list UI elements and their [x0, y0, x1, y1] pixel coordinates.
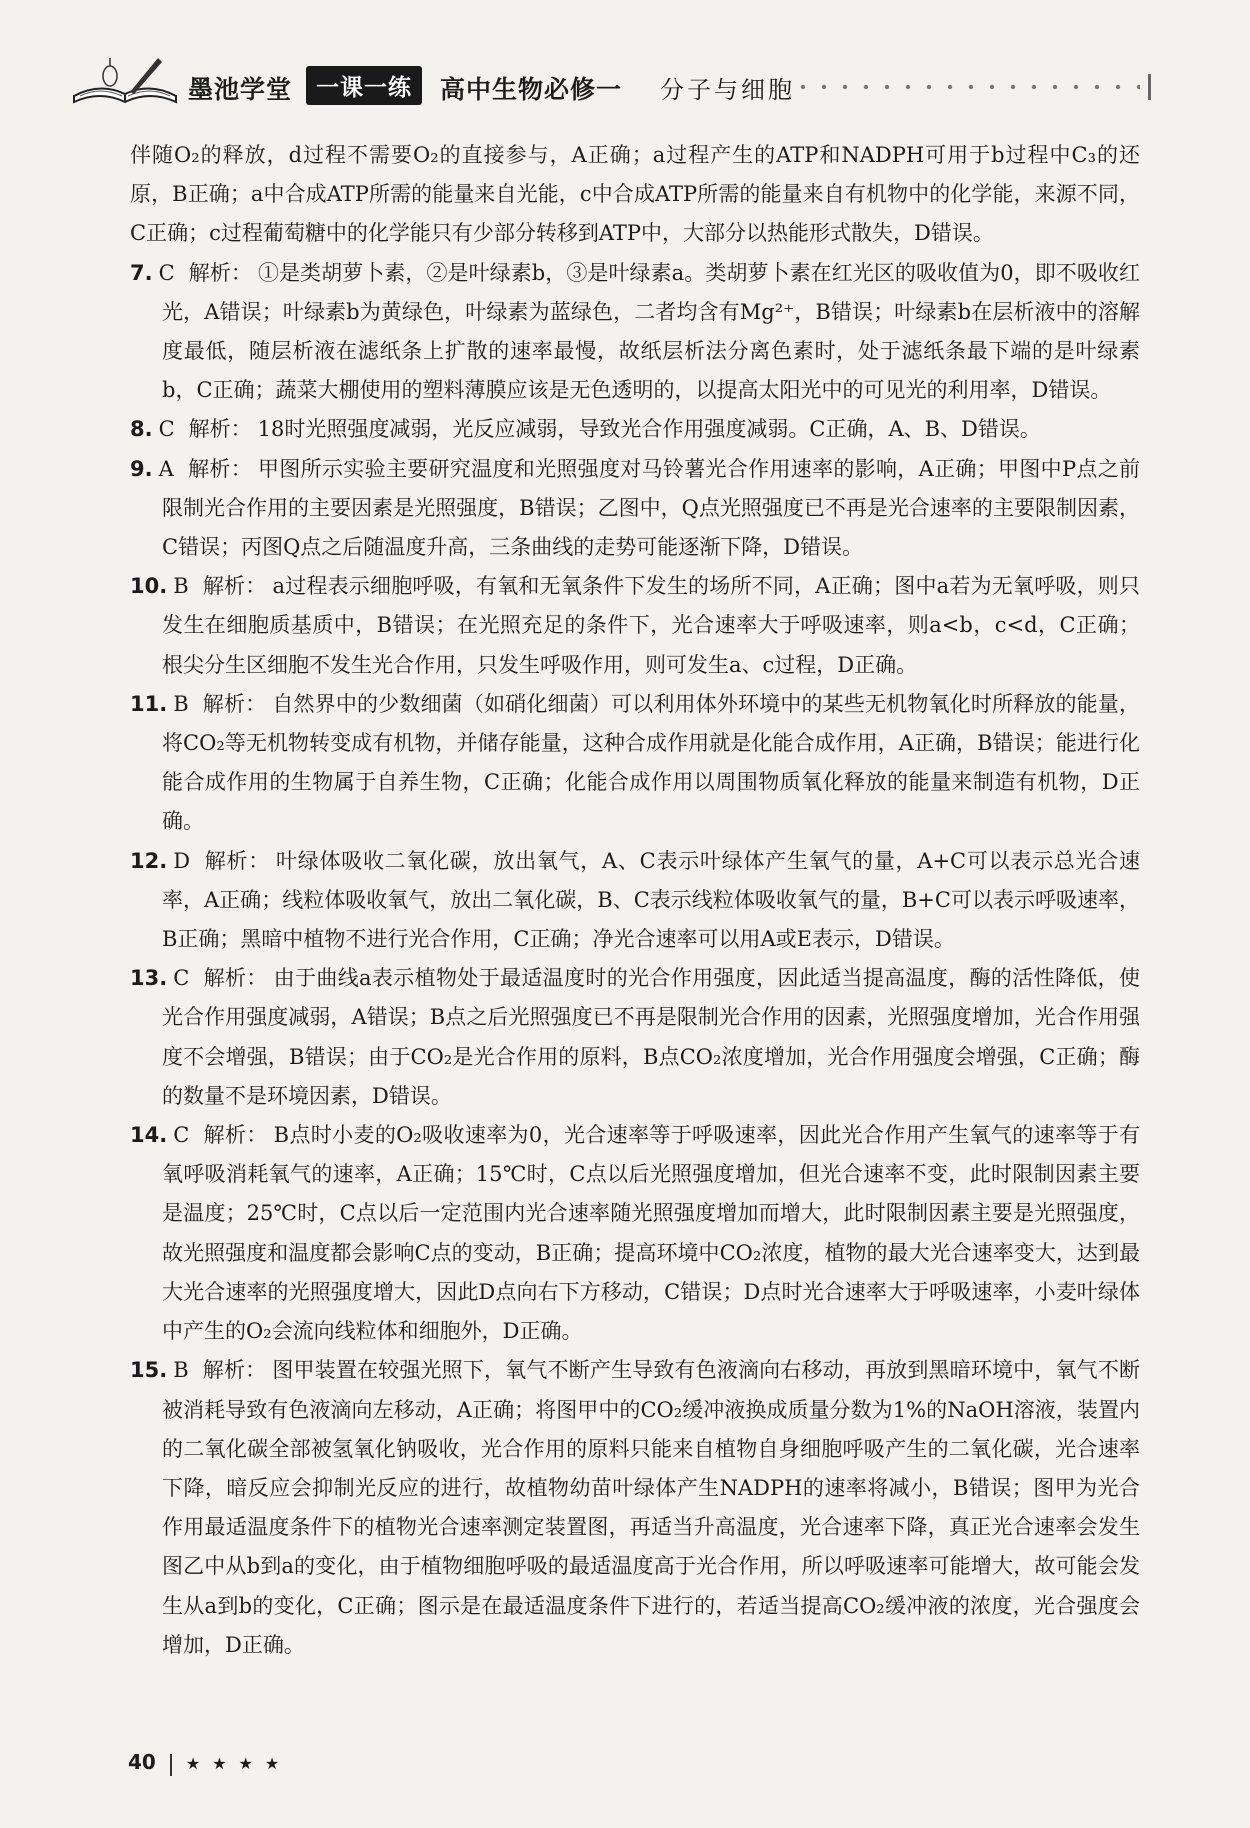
- course-subtitle: 分子与细胞: [660, 76, 795, 104]
- answer-choice: C: [158, 417, 175, 442]
- question-number: 14.: [130, 1123, 168, 1148]
- analysis-label: 解析：: [188, 260, 252, 285]
- header-end-bar: [1148, 74, 1151, 100]
- page-number: 40: [128, 1750, 156, 1774]
- answer-choice: A: [158, 456, 174, 481]
- analysis-label: 解析：: [202, 691, 267, 716]
- analysis-text: 由于曲线a表示植物处于最适温度时的光合作用强度，因此适当提高温度，酶的活性降低，使光合作用强度减弱，A错误；B点之后光照强度已不再是限制光合作用的因素，光照强度增加，光合作用强度不会增强，B错误；由于CO₂是光合作用的原料，B点CO₂浓度增加，光合作用强度会增强，C正确；酶的数量不是环境因素，D错误。: [162, 966, 1140, 1108]
- analysis-text: 叶绿体吸收二氧化碳，放出氧气，A、C表示叶绿体产生氧气的量，A+C可以表示总光合速率，A正确；线粒体吸收氧气，放出二氧化碳，B、C表示线粒体吸收氧气的量，B+C可以表示呼吸速率，B正确；黑暗中植物不进行光合作用，C正确；净光合速率可以用A或E表示，D错误。: [162, 848, 1141, 952]
- analysis-text: a过程表示细胞呼吸，有氧和无氧条件下发生的场所不同，A正确；图中a若为无氧呼吸，则只发生在细胞质基质中，B错误；在光照充足的条件下，光合速率大于呼吸速率，则a<b，c<d，C正确；根尖分生区细胞不发生光合作用，只发生呼吸作用，则可发生a、c过程，D正确。: [162, 574, 1141, 677]
- continued-explanation: 伴随O₂的释放，d过程不需要O₂的直接参与，A正确；a过程产生的ATP和NADPH可用于b过程中C₃的还原，B正确；a中合成ATP所需的能量来自光能，c中合成ATP所需的能量来自有机物中的化学能，来源不同，C正确；c过程葡萄糖中的化学能只有少部分转移到ATP中，大部分以热能形式散失，D错误。: [130, 143, 1140, 246]
- answer-item-8: [130, 410, 1140, 449]
- page-header: [70, 52, 1160, 112]
- answer-choice: B: [173, 691, 189, 716]
- analysis-text: 图甲装置在较强光照下，氧气不断产生导致有色液滴向右移动，再放到黑暗环境中，氧气不断被消耗导致有色液滴向左移动，A正确；将图甲中的CO₂缓冲液换成质量分数为1%的NaOH溶液，装置内的二氧化碳全部被氢氧化钠吸收，光合作用的原料只能来自植物自身细胞呼吸产生的二氧化碳，光合速率下降，暗反应会抑制光反应的进行，故植物幼苗叶绿体产生NADPH的速率将减小，B错误；图甲为光合作用最适温度条件下的植物光合速率测定装置图，再适当升高温度，光合速率下降，真正光合速率会发生图乙中从b到a的变化，由于植物细胞呼吸的最适温度高于光合作用，所以呼吸速率可能增大，故可能会发生从a到b的变化，C正确；图示是在最适温度条件下进行的，若适当提高CO₂缓冲液的浓度，光合强度会增加，D正确。: [162, 1358, 1140, 1657]
- header-dot-divider: [800, 84, 1140, 90]
- analysis-text: B点时小麦的O₂吸收速率为0，光合速率等于呼吸速率，因此光合作用产生氧气的速率等于有氧呼吸消耗氧气的速率，A正确；15℃时，C点以后光照强度增加，但光合速率不变，此时限制因素主要是温度；25℃时，C点以后一定范围内光合速率随光照强度增加而增大，此时限制因素主要是光照强度，故光照强度和温度都会影响C点的变动，B正确；提高环境中CO₂浓度，植物的最大光合速率变大，达到最大光合速率的光照强度增大，因此D点向右下方移动，C错误；D点时光合速率大于呼吸速率，小麦叶绿体中产生的O₂会流向线粒体和细胞外，D正确。: [162, 1123, 1140, 1344]
- analysis-label: 解析：: [202, 1358, 267, 1383]
- book-quill-logo-icon: [70, 52, 180, 110]
- question-number: 11.: [130, 691, 168, 716]
- answer-explanations: [130, 136, 1140, 1665]
- answer-item-9: [130, 450, 1140, 568]
- answer-choice: C: [158, 260, 175, 285]
- analysis-label: 解析：: [203, 966, 268, 991]
- question-number: 10.: [130, 574, 168, 599]
- question-number: 8.: [130, 417, 153, 442]
- analysis-label: 解析：: [188, 417, 252, 442]
- answer-item-12: [130, 842, 1140, 960]
- answer-choice: C: [173, 1123, 190, 1148]
- answer-item-7: [130, 254, 1140, 411]
- analysis-label: 解析：: [203, 1123, 268, 1148]
- brand-name: 墨池学堂: [188, 75, 293, 104]
- page-footer: [128, 1750, 291, 1776]
- answer-choice: C: [173, 966, 190, 991]
- answer-choice: B: [173, 574, 189, 599]
- question-number: 13.: [130, 966, 168, 991]
- answer-choice: B: [173, 1358, 189, 1383]
- question-number: 15.: [130, 1358, 168, 1383]
- answer-choice: D: [173, 848, 191, 873]
- analysis-text: 甲图所示实验主要研究温度和光照强度对马铃薯光合作用速率的影响，A正确；甲图中P点之前限制光合作用的主要因素是光照强度，B错误；乙图中，Q点光照强度已不再是光合速率的主要限制因素，C错误；丙图Q点之后随温度升高，三条曲线的走势可能逐渐下降，D错误。: [162, 456, 1141, 560]
- series-badge: 一课一练: [306, 66, 422, 105]
- course-title: 高中生物必修一: [440, 75, 623, 104]
- analysis-text: 自然界中的少数细菌（如硝化细菌）可以利用体外环境中的某些无机物氧化时所释放的能量，将CO₂等无机物转变成有机物，并储存能量，这种合成作用就是化能合成作用，A正确，B错误；能进行化能合成作用的生物属于自养生物，C正确；化能合成作用以周围物质氧化释放的能量来制造有机物，D正确。: [162, 691, 1140, 834]
- footer-divider: [170, 1754, 172, 1776]
- answer-item-13: [130, 959, 1140, 1116]
- answer-item-15: [130, 1351, 1140, 1665]
- answer-item-10: [130, 567, 1140, 685]
- analysis-label: 解析：: [202, 574, 267, 599]
- answer-item-11: [130, 685, 1140, 842]
- question-number: 7.: [130, 260, 153, 285]
- answer-item-14: [130, 1116, 1140, 1351]
- analysis-label: 解析：: [187, 456, 253, 481]
- difficulty-stars: ★★★★: [185, 1754, 292, 1773]
- question-number: 12.: [130, 848, 168, 873]
- analysis-text: 18时光照强度减弱，光反应减弱，导致光合作用强度减弱。C正确，A、B、D错误。: [257, 417, 1041, 442]
- analysis-text: ①是类胡萝卜素，②是叶绿素b，③是叶绿素a。类胡萝卜素在红光区的吸收值为0，即不吸收红光，A错误；叶绿素b为黄绿色，叶绿素为蓝绿色，二者均含有Mg²⁺，B错误；叶绿素b在层析液中的溶解度最低，随层析液在滤纸条上扩散的速率最慢，故纸层析法分离色素时，处于滤纸条最下端的是叶绿素b，C正确；蔬菜大棚使用的塑料薄膜应该是无色透明的，以提高太阳光中的可见光的利用率，D错误。: [162, 260, 1140, 403]
- analysis-label: 解析：: [204, 848, 270, 873]
- question-number: 9.: [130, 456, 153, 481]
